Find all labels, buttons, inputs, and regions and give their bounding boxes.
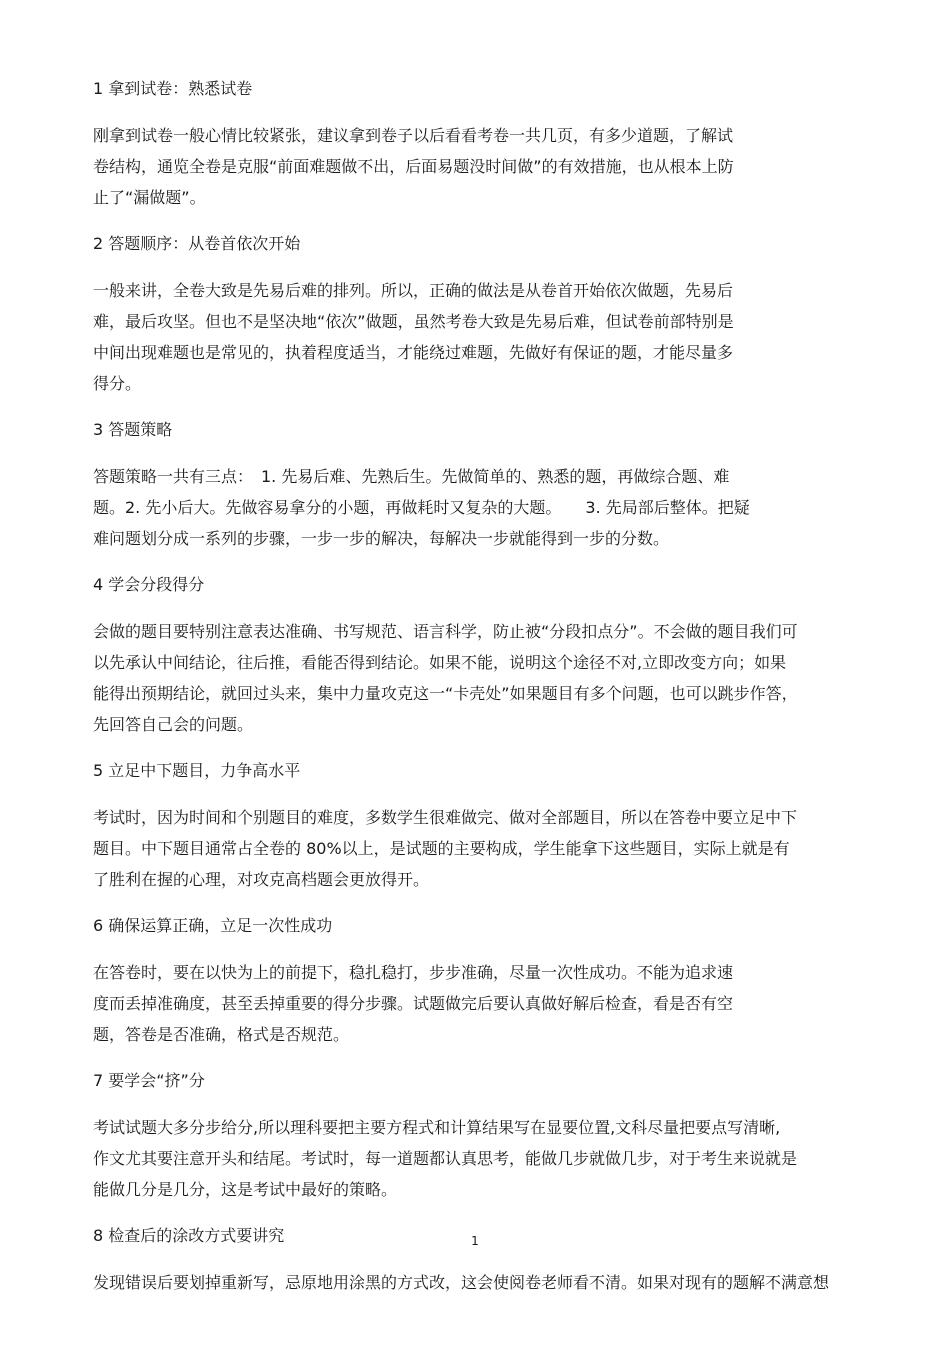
section-paragraph: [93, 957, 873, 1050]
section-paragraph: [93, 461, 873, 554]
paragraph-line: 止了“漏做题”。: [93, 188, 206, 207]
section-paragraph: [93, 1267, 873, 1298]
paragraph-line: 作文尤其要注意开头和结尾。考试时，每一道题都认真思考，能做几步就做几步，对于考生来说就是: [93, 1149, 798, 1168]
paragraph-line: 中间出现难题也是常见的，执着程度适当，才能绕过难题，先做好有保证的题，才能尽量多: [93, 343, 734, 362]
section-heading: 8 检查后的涂改方式要讲究: [93, 1226, 285, 1245]
paragraph-line: 卷结构，通览全卷是克服“前面难题做不出，后面易题没时间做”的有效措施，也从根本上防: [93, 157, 734, 176]
paragraph-line: 题，答卷是否准确，格式是否规范。: [93, 1025, 350, 1044]
document-body: [93, 76, 873, 1316]
paragraph-line: 能做几分是几分，这是考试中最好的策略。: [93, 1180, 398, 1199]
section-paragraph: [93, 1112, 873, 1205]
section-paragraph: [93, 275, 873, 399]
paragraph-line: 答题策略一共有三点： 1. 先易后难、先熟后生。先做简单的、熟悉的题，再做综合题、难: [93, 467, 730, 486]
paragraph-line: 难问题划分成一系列的步骤，一步一步的解决，每解决一步就能得到一步的分数。: [93, 529, 670, 548]
section-heading: 3 答题策略: [93, 420, 173, 439]
paragraph-line: 题目。中下题目通常占全卷的 80%以上，是试题的主要构成，学生能拿下这些题目，实际上就是有: [93, 839, 790, 858]
section-heading: 2 答题顺序：从卷首依次开始: [93, 234, 301, 253]
paragraph-line: 会做的题目要特别注意表达准确、书写规范、语言科学，防止被“分段扣点分”。不会做的题目我们可: [93, 622, 798, 641]
paragraph-line: 以先承认中间结论，往后推，看能否得到结论。如果不能，说明这个途径不对,立即改变方向；如果: [93, 653, 787, 672]
paragraph-line: 一般来讲，全卷大致是先易后难的排列。所以，正确的做法是从卷首开始依次做题，先易后: [93, 281, 734, 300]
section-paragraph: [93, 802, 873, 895]
section-heading: 5 立足中下题目，力争高水平: [93, 761, 301, 780]
paragraph-line: 了胜利在握的心理，对攻克高档题会更放得开。: [93, 870, 430, 889]
paragraph-line: 难，最后攻坚。但也不是坚决地“依次”做题，虽然考卷大致是先易后难，但试卷前部特别是: [93, 312, 734, 331]
paragraph-line: 考试试题大多分步给分,所以理科要把主要方程式和计算结果写在显要位置,文科尽量把要点写清晰,: [93, 1118, 781, 1137]
paragraph-line: 题。2. 先小后大。先做容易拿分的小题，再做耗时又复杂的大题。 3. 先局部后整体。把疑: [93, 498, 750, 517]
paragraph-line: 得分。: [93, 374, 142, 393]
paragraph-line: 考试时，因为时间和个别题目的难度，多数学生很难做完、做对全部题目，所以在答卷中要立足中下: [93, 808, 798, 827]
paragraph-line: 发现错误后要划掉重新写，忌原地用涂黑的方式改，这会使阅卷老师看不清。如果对现有的题解不满意想: [93, 1273, 830, 1292]
page-number: 1: [471, 1234, 479, 1248]
section-paragraph: [93, 120, 873, 213]
paragraph-line: 在答卷时，要在以快为上的前提下，稳扎稳打，步步准确，尽量一次性成功。不能为追求速: [93, 963, 734, 982]
paragraph-line: 刚拿到试卷一般心情比较紧张，建议拿到卷子以后看看考卷一共几页，有多少道题，了解试: [93, 126, 734, 145]
section-heading: 6 确保运算正确，立足一次性成功: [93, 916, 333, 935]
paragraph-line: 度而丢掉准确度，甚至丢掉重要的得分步骤。试题做完后要认真做好解后检查，看是否有空: [93, 994, 734, 1013]
section-paragraph: [93, 616, 873, 740]
section-heading: 4 学会分段得分: [93, 575, 205, 594]
paragraph-line: 能得出预期结论，就回过头来，集中力量攻克这一“卡壳处”如果题目有多个问题，也可以跳步作答，: [93, 684, 798, 703]
section-heading: 7 要学会“挤”分: [93, 1071, 205, 1090]
paragraph-line: 先回答自己会的问题。: [93, 715, 254, 734]
section-heading: 1 拿到试卷：熟悉试卷: [93, 79, 253, 98]
